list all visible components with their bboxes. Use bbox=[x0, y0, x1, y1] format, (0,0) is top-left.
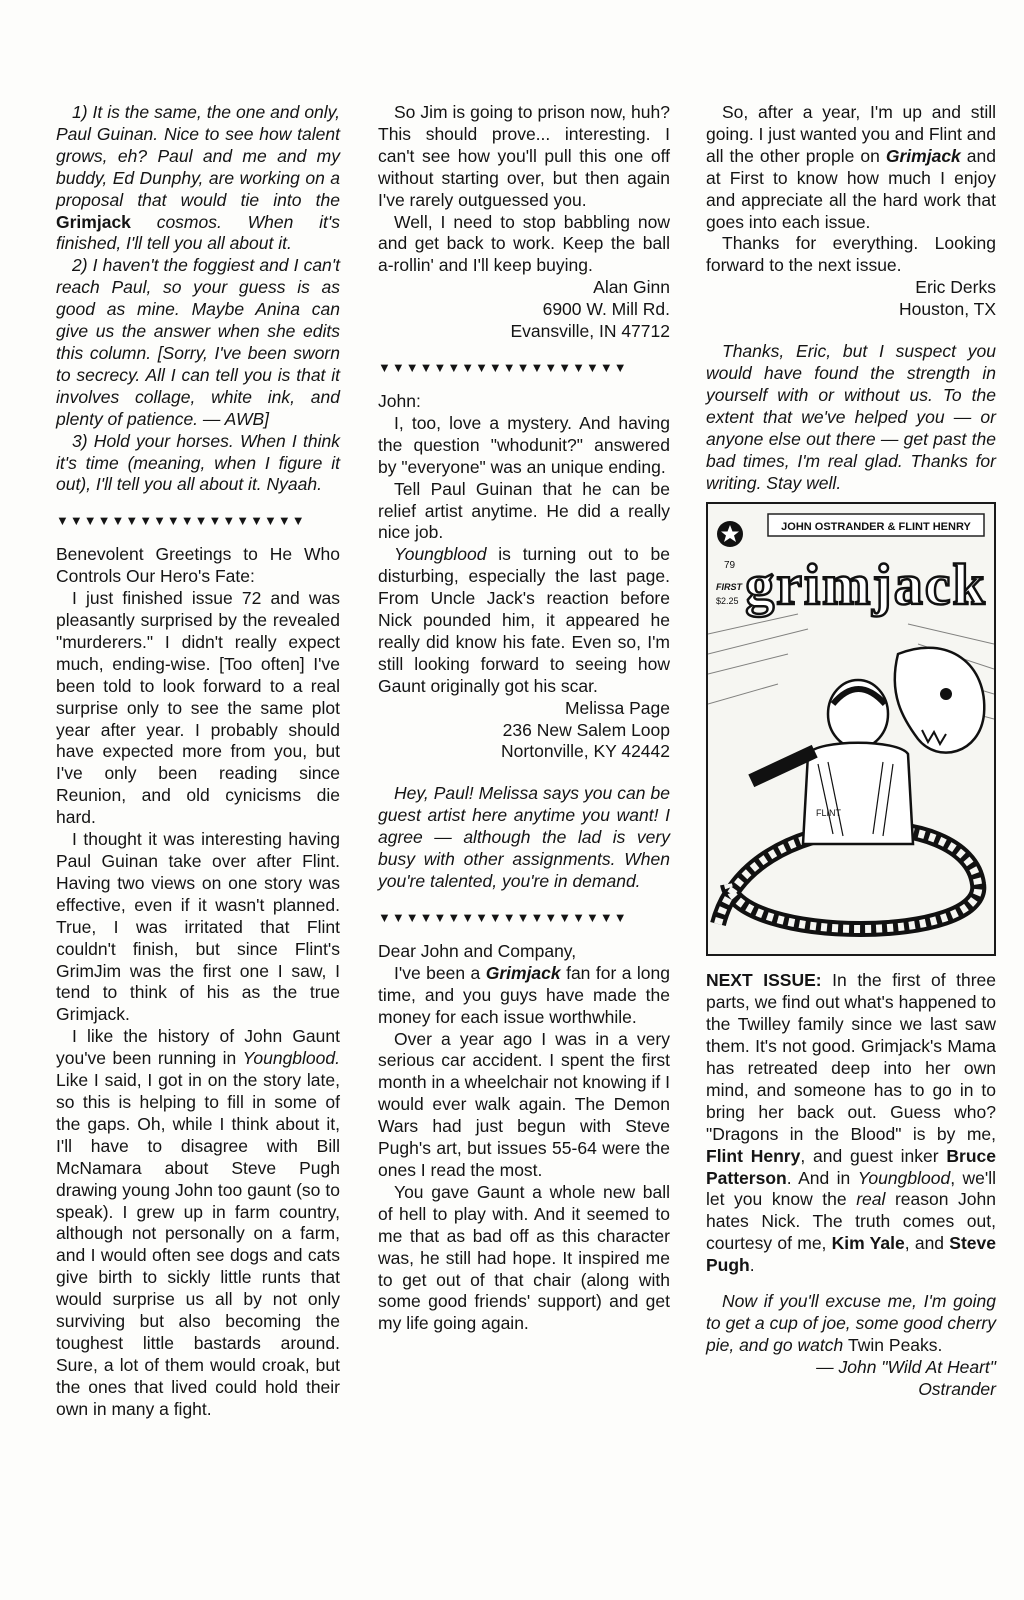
credit-bold: Bruce Patterson bbox=[706, 1145, 996, 1188]
signature-name: Eric Derks bbox=[915, 277, 996, 298]
answer-2: 2) I haven't the foggiest and I can't reach Paul, so your guess is as good as mine. Maybe Anina can give us the answer when she edits this column. [Sorry, I've been sworn to secrecy. All I can tell you is that it involves collage, white ink, and plenty of patience. — AWB] bbox=[56, 255, 340, 429]
closing-signature: — John "Wild At Heart" bbox=[816, 1356, 996, 1377]
cover-publisher: FIRST bbox=[716, 582, 742, 593]
letter-paragraph: I just finished issue 72 and was pleasantly surprised by the revealed "murderers." I didn't really expect much, ending-wise. [Too often] I've been told to look forward to a real surprise only to see the same plot year after year. I probably should have expected more from you, but I've only been reading since Reunion, and old cynicisms die hard. bbox=[56, 588, 340, 828]
text-span: I like the history of John Gaunt you've been running in bbox=[56, 1026, 340, 1069]
closing-signature-name: Ostrander bbox=[918, 1378, 996, 1399]
youngblood-italic: Youngblood bbox=[394, 544, 487, 565]
answer-1 bbox=[56, 102, 340, 255]
letter-paragraph bbox=[706, 102, 996, 233]
signature-city: Nortonville, KY 42442 bbox=[501, 741, 670, 762]
letter-greeting: Benevolent Greetings to He Who Controls Our Hero's Fate: bbox=[56, 544, 340, 587]
cover-issue: 79 bbox=[724, 560, 736, 572]
text-span: reason John hates Nick. The truth comes out, courtesy of me, bbox=[706, 1189, 997, 1254]
text-span: . And in bbox=[786, 1167, 858, 1188]
cover-illustration bbox=[708, 504, 994, 954]
cover-title-logo: grimjack bbox=[745, 552, 987, 618]
credit-bold: Flint Henry bbox=[706, 1145, 801, 1166]
credit-bold: Kim Yale bbox=[831, 1233, 905, 1254]
answer-1-end: cosmos. When it's finished, I'll tell you all about it. bbox=[56, 211, 340, 254]
cover-price: $2.25 bbox=[716, 596, 739, 607]
letter-greeting: Dear John and Company, bbox=[378, 940, 577, 961]
column-3 bbox=[706, 102, 996, 1401]
letter-paragraph bbox=[378, 963, 670, 1029]
text-span: , and bbox=[904, 1233, 950, 1254]
separator: ▼▼▼▼▼▼▼▼▼▼▼▼▼▼▼▼▼▼ bbox=[56, 513, 306, 529]
text-span: So, after a year, I'm up and still going. I just wanted you and Flint and all the other prople on bbox=[706, 102, 996, 166]
text-span: In the first of three parts, we find out what's happened to the Twilley family since we last saw them. It's not good. Grimjack's Mama has retreated deep into her own mind, and someone has to go in to bring her back out. Guess who? "Dragons in the Blood" is by me, bbox=[706, 970, 997, 1144]
text-span: . bbox=[749, 1255, 755, 1276]
hero-torso bbox=[803, 743, 913, 844]
letter-paragraph: You gave Gaunt a whole new ball of hell to play with. And it seemed to me that as bad off as this character was, he still had hope. It inspired me to get out of that chair (along with some good friends' support) and get my life going again. bbox=[378, 1181, 670, 1334]
letter-paragraph: Over a year ago I was in a very serious car accident. I spent the first month in a wheelchair not knowing if I would ever walk again. The Demon Wars had just begun with Steve Pugh's art, but issues 55-64 were the ones I read the most. bbox=[378, 1028, 670, 1180]
spacer bbox=[378, 763, 670, 783]
separator: ▼▼▼▼▼▼▼▼▼▼▼▼▼▼▼▼▼▼ bbox=[378, 359, 628, 375]
signature-city: Houston, TX bbox=[899, 299, 996, 320]
signature-address: 6900 W. Mill Rd. bbox=[542, 299, 670, 320]
letter-greeting: John: bbox=[378, 390, 421, 411]
cover-credits: JOHN OSTRANDER & FLINT HENRY bbox=[781, 521, 971, 534]
closing-text: Now if you'll excuse me, I'm going to get a cup of joe, some good cherry pie, and go watch bbox=[706, 1291, 996, 1355]
dragon-head bbox=[895, 648, 985, 753]
signature-name: Melissa Page bbox=[564, 697, 670, 718]
letter-paragraph bbox=[378, 544, 670, 697]
editor-reply: Hey, Paul! Melissa says you can be guest artist here anytime you want! I agree — although the lad is very busy with other assignments. When you're talented, you're in demand. bbox=[378, 783, 670, 891]
cover-signature: FLINT bbox=[816, 808, 842, 819]
letter-paragraph: I, too, love a mystery. And having the question "whodunit?" answered by "everyone" was an unique ending. bbox=[378, 412, 670, 477]
letter-paragraph: Tell Paul Guinan that he can be relief artist anytime. He did a really nice job. bbox=[378, 478, 670, 543]
real-italic: real bbox=[856, 1189, 886, 1210]
text-span: Like I said, I got in on the story late, so this is helping to fill in some of the gaps. Oh, while I think about it, I'll have to disagree with Bill McNamara about Steve Pugh drawing young John too gaunt (so to speak). I grew up in farm country, although not personally on a farm, and I would often see dogs and cats give birth to sickly little runts that would surprise us all by not only surviving but also becoming the toughest little bastards around. Sure, a lot of them would croak, but the ones that lived could hold their own in many a fight. bbox=[56, 1070, 340, 1419]
youngblood-italic: Youngblood. bbox=[242, 1048, 340, 1069]
dragon-eye bbox=[940, 688, 952, 700]
grimjack-bold: Grimjack bbox=[885, 145, 961, 166]
signature-name: Alan Ginn bbox=[593, 277, 670, 298]
letter-paragraph: I thought it was interesting having Paul Guinan take over after Flint. Having two views on one story was effective, even if it wasn't planned. True, I was irritated that Flint couldn't finish, but since Flint's GrimJim was the first one I saw, I tend to think of his as the true Grimjack. bbox=[56, 829, 340, 1025]
youngblood-italic: Youngblood bbox=[857, 1167, 951, 1188]
text-span: , and guest inker bbox=[800, 1145, 947, 1166]
text-span: fan for a long time, and you guys have made the money for each issue worthwhile. bbox=[378, 962, 670, 1027]
column-2 bbox=[378, 102, 670, 1335]
letter-paragraph: Thanks for everything. Looking forward to the next issue. bbox=[706, 233, 996, 276]
signature-address: 236 New Salem Loop bbox=[502, 719, 670, 740]
twin-peaks-text: Twin Peaks. bbox=[848, 1334, 943, 1355]
grimjack-bold: Grimjack bbox=[485, 962, 561, 983]
credit-bold: Steve Pugh bbox=[706, 1233, 996, 1276]
column-1 bbox=[56, 102, 340, 1421]
next-issue-paragraph bbox=[706, 970, 996, 1277]
text-span: is turning out to be disturbing, especially the last page. From Uncle Jack's reaction before Nick pounded him, it appeared he really did know his fate. Even so, I'm still looking forward to seeing how Gaunt originally got his scar. bbox=[378, 544, 670, 696]
grimjack-bold: Grimjack bbox=[56, 211, 131, 232]
letter-paragraph bbox=[56, 1026, 340, 1420]
editor-reply: Thanks, Eric, but I suspect you would have found the strength in yourself with or without us. To the extent that we've helped you — or anyone else out there — get past the bad times, I'm real glad. Thanks for writing. Stay well. bbox=[706, 341, 996, 493]
answer-3: 3) Hold your horses. When I think it's time (meaning, when I figure it out), I'll tell you all about it. Nyaah. bbox=[56, 430, 340, 495]
closing-paragraph bbox=[706, 1291, 996, 1357]
text-span: , we'll let you know the bbox=[706, 1167, 996, 1210]
text-span: and at First to know how much I enjoy and appreciate all the hard work that goes into each issue. bbox=[706, 145, 996, 232]
comic-cover-image bbox=[706, 502, 996, 956]
answer-1-text: 1) It is the same, the one and only, Paul Guinan. Nice to see how talent grows, eh? Paul and me and my buddy, Ed Dunphy, are working on a proposal that would tie into the bbox=[56, 102, 340, 210]
signature-city: Evansville, IN 47712 bbox=[510, 321, 670, 342]
letter-paragraph: So Jim is going to prison now, huh? This should prove... interesting. I can't see how you'll pull this one off without starting over, but then again I've rarely outguessed you. bbox=[378, 102, 670, 210]
spacer bbox=[706, 1277, 996, 1291]
letter-paragraph: Well, I need to stop babbling now and get back to work. Keep the ball a-rollin' and I'll keep buying. bbox=[378, 211, 670, 276]
next-issue-label: NEXT ISSUE: bbox=[706, 970, 822, 991]
separator: ▼▼▼▼▼▼▼▼▼▼▼▼▼▼▼▼▼▼ bbox=[378, 909, 628, 925]
spacer bbox=[706, 321, 996, 341]
text-span: I've been a bbox=[394, 962, 486, 983]
